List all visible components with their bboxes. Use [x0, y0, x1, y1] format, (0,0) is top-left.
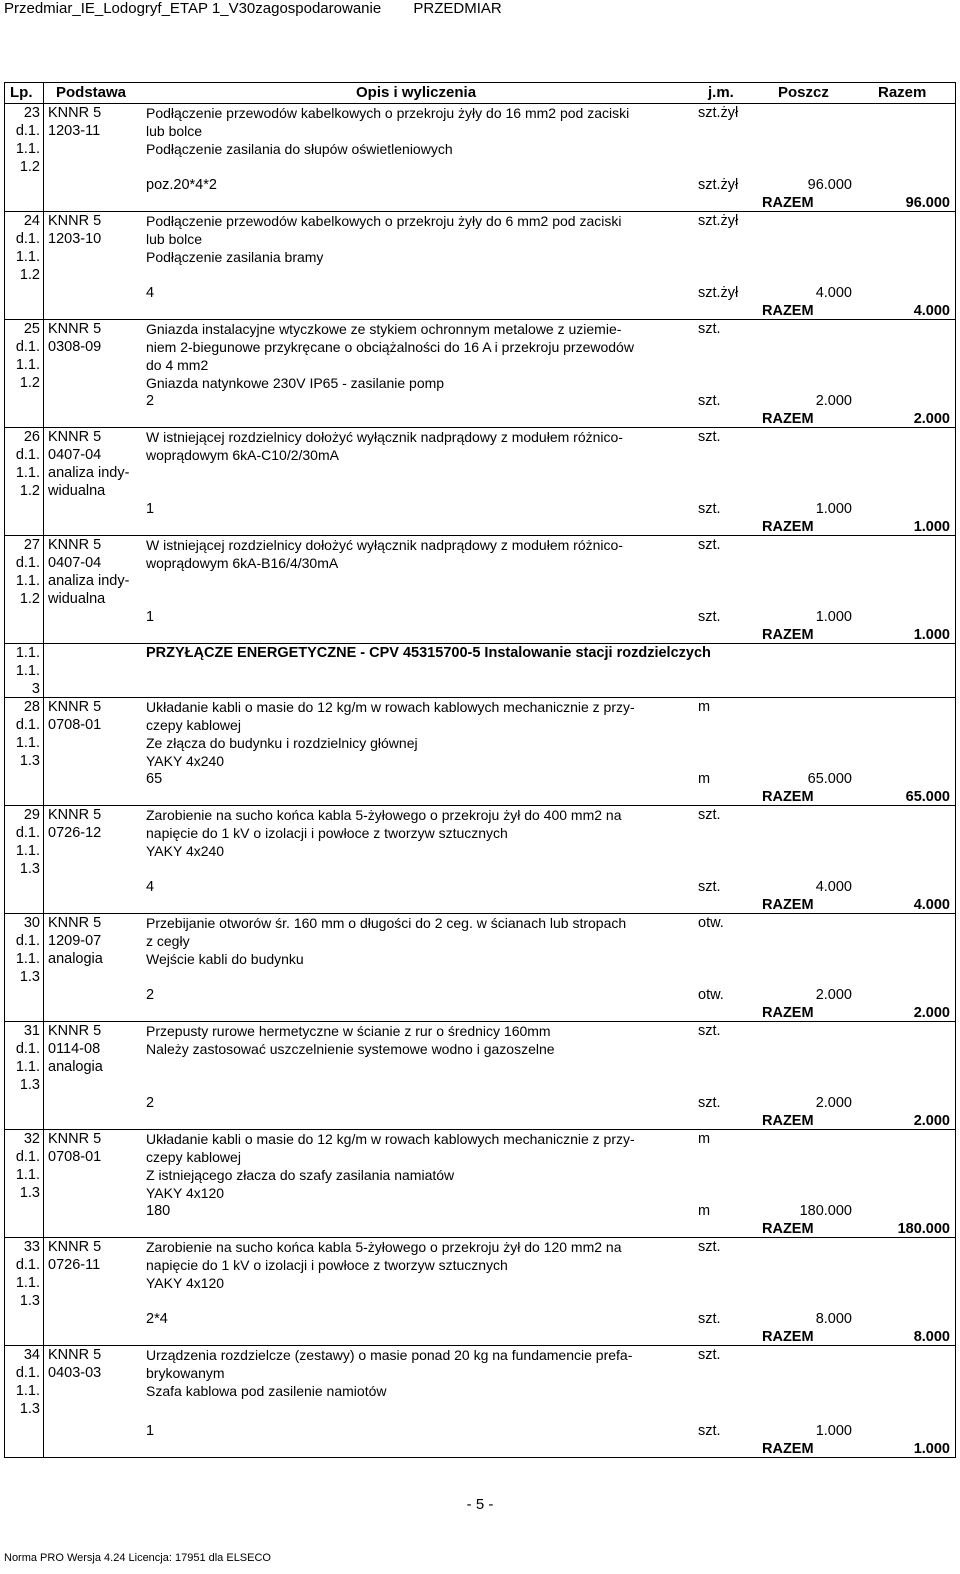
unit: szt. — [698, 1023, 721, 1039]
lp-line: 1.1. — [15, 465, 40, 481]
razem-value: 1.000 — [913, 1441, 950, 1457]
section-title: PRZYŁĄCZE ENERGETYCZNE - CPV 45315700-5 Instalowanie stacji rozdzielczych — [146, 645, 711, 661]
lp-line: 28 — [23, 699, 40, 715]
calculation: 2 — [146, 987, 155, 1003]
poszcz-value: 180.000 — [799, 1203, 852, 1219]
lp-line: 1.2 — [19, 159, 40, 175]
lp-line: 1.3 — [19, 1077, 40, 1093]
razem-label: RAZEM — [762, 519, 814, 535]
razem-value: 180.000 — [897, 1221, 950, 1237]
poszcz-value: 65.000 — [807, 771, 852, 787]
footer-license: Norma PRO Wersja 4.24 Licencja: 17951 dla ELSECO — [4, 1552, 271, 1564]
calc-unit: m — [698, 771, 711, 787]
col-header-opis: Opis i wyliczenia — [356, 84, 477, 101]
razem-label: RAZEM — [762, 195, 814, 211]
lp-line: 1.2 — [19, 483, 40, 499]
lp-line: 25 — [23, 321, 40, 337]
lp-line: 26 — [23, 429, 40, 445]
podstawa-line: KNNR 5 — [48, 213, 102, 229]
description-line: Układanie kabli o masie do 12 kg/m w rowach kablowych mechanicznie z przy- — [146, 699, 635, 715]
calc-unit: szt. — [698, 879, 721, 895]
description-line: Podłączenie przewodów kabelkowych o przekroju żyły do 6 mm2 pod zaciski — [146, 213, 622, 229]
unit: szt.żył — [698, 105, 739, 121]
lp-line: 32 — [23, 1131, 40, 1147]
description-line: napięcie do 1 kV o izolacji i powłoce z tworzyw sztucznych — [146, 1257, 508, 1273]
lp-line: 1.3 — [19, 753, 40, 769]
podstawa-line: KNNR 5 — [48, 1131, 102, 1147]
description-line: Zarobienie na sucho końca kabla 5-żyłowego o przekroju żył do 120 mm2 na — [146, 1239, 622, 1255]
lp-line: 24 — [23, 213, 40, 229]
lp-line: 1.1. — [15, 357, 40, 373]
calc-unit: szt. — [698, 1423, 721, 1439]
podstawa-line: KNNR 5 — [48, 915, 102, 931]
unit: szt. — [698, 1239, 721, 1255]
description-line: Podłączenie zasilania bramy — [146, 249, 324, 265]
calculation: poz.20*4*2 — [146, 177, 217, 193]
poszcz-value: 1.000 — [815, 501, 852, 517]
lp-line: 1.2 — [19, 375, 40, 391]
podstawa-line: analiza indy- — [48, 573, 130, 589]
lp-line: 1.1. — [15, 645, 40, 661]
lp-line: 1.1. — [15, 1383, 40, 1399]
lp-line: 1.1. — [15, 141, 40, 157]
description-line: z cegły — [146, 933, 190, 949]
podstawa-line: 0308-09 — [48, 339, 102, 355]
lp-line: d.1. — [15, 717, 40, 733]
row-divider — [4, 1457, 955, 1458]
description-line: YAKY 4x120 — [146, 1275, 225, 1291]
podstawa-line: 1203-10 — [48, 231, 102, 247]
description-line: Ze złącza do budynku i rozdzielnicy głównej — [146, 735, 418, 751]
unit: m — [698, 1131, 711, 1147]
razem-value: 1.000 — [913, 627, 950, 643]
description-line: Wejście kabli do budynku — [146, 951, 304, 967]
col-header-lp: Lp. — [10, 84, 33, 101]
razem-label: RAZEM — [762, 627, 814, 643]
razem-label: RAZEM — [762, 1221, 814, 1237]
unit: szt. — [698, 1347, 721, 1363]
calculation: 1 — [146, 1423, 155, 1439]
poszcz-value: 2.000 — [815, 1095, 852, 1111]
description-line: Z istniejącego złacza do szafy zasilania namiatów — [146, 1167, 455, 1183]
unit: szt.żył — [698, 213, 739, 229]
lp-line: d.1. — [15, 1257, 40, 1273]
lp-line: 1.3 — [19, 861, 40, 877]
description-line: czepy kablowej — [146, 1149, 241, 1165]
page-header — [4, 0, 530, 18]
calculation: 180 — [146, 1203, 171, 1219]
podstawa-line: 0708-01 — [48, 1149, 102, 1165]
calculation: 2 — [146, 393, 155, 409]
description-line: Podłączenie przewodów kabelkowych o przekroju żyły do 16 mm2 pod zaciski — [146, 105, 630, 121]
podstawa-line: 0403-03 — [48, 1365, 102, 1381]
col-header-poszcz: Poszcz — [778, 84, 829, 101]
podstawa-line: 0114-08 — [48, 1041, 101, 1057]
description-line: Podłączenie zasilania do słupów oświetleniowych — [146, 141, 453, 157]
unit: szt. — [698, 321, 721, 337]
calc-unit: szt. — [698, 609, 721, 625]
razem-value: 2.000 — [913, 1113, 950, 1129]
description-line: YAKY 4x240 — [146, 753, 225, 769]
poszcz-value: 4.000 — [815, 879, 852, 895]
calculation: 2 — [146, 1095, 155, 1111]
lp-line: 1.1. — [15, 1167, 40, 1183]
lp-line: 1.1. — [15, 1275, 40, 1291]
description-line: Urządzenia rozdzielcze (zestawy) o masie ponad 20 kg na fundamencie prefa- — [146, 1347, 633, 1363]
podstawa-line: KNNR 5 — [48, 429, 102, 445]
unit: otw. — [698, 915, 724, 931]
description-line: YAKY 4x240 — [146, 843, 225, 859]
calc-unit: szt. — [698, 1311, 721, 1327]
lp-line: d.1. — [15, 123, 40, 139]
calc-unit: szt.żył — [698, 177, 739, 193]
col-header-razem: Razem — [878, 84, 927, 101]
poszcz-value: 96.000 — [807, 177, 852, 193]
description-line: do 4 mm2 — [146, 357, 209, 373]
razem-value: 4.000 — [913, 897, 950, 913]
description-line: W istniejącej rozdzielnicy dołożyć wyłącznik nadprądowy z modułem różnico- — [146, 429, 623, 445]
calc-unit: otw. — [698, 987, 724, 1003]
razem-value: 2.000 — [913, 1005, 950, 1021]
lp-line: 1.1. — [15, 1059, 40, 1075]
calc-unit: szt. — [698, 393, 721, 409]
calc-unit: m — [698, 1203, 711, 1219]
description-line: YAKY 4x120 — [146, 1185, 225, 1201]
right-border — [955, 82, 956, 1458]
lp-line: 27 — [23, 537, 40, 553]
lp-line: d.1. — [15, 933, 40, 949]
description-line: Gniazda natynkowe 230V IP65 - zasilanie pomp — [146, 375, 445, 391]
lp-line: 1.2 — [19, 591, 40, 607]
unit: m — [698, 699, 711, 715]
razem-label: RAZEM — [762, 1113, 814, 1129]
poszcz-value: 1.000 — [815, 609, 852, 625]
lp-line: 31 — [23, 1023, 40, 1039]
podstawa-line: 0726-12 — [48, 825, 102, 841]
razem-value: 65.000 — [905, 789, 950, 805]
razem-label: RAZEM — [762, 789, 814, 805]
description-line: napięcie do 1 kV o izolacji i powłoce z tworzyw sztucznych — [146, 825, 508, 841]
razem-value: 8.000 — [913, 1329, 950, 1345]
razem-value: 2.000 — [913, 411, 950, 427]
lp-line: 1.2 — [19, 267, 40, 283]
description-line: woprądowym 6kA-B16/4/30mA — [146, 555, 339, 571]
razem-label: RAZEM — [762, 1005, 814, 1021]
description-line: Przebijanie otworów śr. 160 mm o długości do 2 ceg. w ścianach lub stropach — [146, 915, 627, 931]
lp-line: d.1. — [15, 1041, 40, 1057]
calc-unit: szt. — [698, 501, 721, 517]
lp-line: 3 — [31, 681, 40, 697]
unit: szt. — [698, 537, 721, 553]
unit: szt. — [698, 807, 721, 823]
lp-line: 1.1. — [15, 249, 40, 265]
podstawa-line: analogia — [48, 951, 103, 967]
lp-line: 1.3 — [19, 1293, 40, 1309]
razem-value: 1.000 — [913, 519, 950, 535]
podstawa-line: 0407-04 — [48, 447, 102, 463]
lp-line: d.1. — [15, 1365, 40, 1381]
razem-label: RAZEM — [762, 897, 814, 913]
poszcz-value: 8.000 — [815, 1311, 852, 1327]
col-header-podstawa: Podstawa — [56, 84, 127, 101]
calculation: 1 — [146, 501, 155, 517]
lp-line: 1.3 — [19, 1185, 40, 1201]
podstawa-line: widualna — [48, 483, 106, 499]
podstawa-line: KNNR 5 — [48, 699, 102, 715]
lp-line: 29 — [23, 807, 40, 823]
podstawa-line: KNNR 5 — [48, 1347, 102, 1363]
lp-line: d.1. — [15, 825, 40, 841]
razem-value: 4.000 — [913, 303, 950, 319]
description-line: czepy kablowej — [146, 717, 241, 733]
lp-line: 30 — [23, 915, 40, 931]
lp-line: 1.1. — [15, 843, 40, 859]
poszcz-value: 1.000 — [815, 1423, 852, 1439]
razem-label: RAZEM — [762, 1329, 814, 1345]
calculation: 1 — [146, 609, 155, 625]
description-line: brykowanym — [146, 1365, 225, 1381]
podstawa-line: analiza indy- — [48, 465, 130, 481]
description-line: lub bolce — [146, 123, 203, 139]
lp-line: 1.1. — [15, 573, 40, 589]
lp-line: 1.1. — [15, 735, 40, 751]
lp-line: d.1. — [15, 447, 40, 463]
calculation: 2*4 — [146, 1311, 168, 1327]
razem-label: RAZEM — [762, 303, 814, 319]
razem-label: RAZEM — [762, 1441, 814, 1457]
podstawa-line: KNNR 5 — [48, 1023, 102, 1039]
podstawa-line: analogia — [48, 1059, 103, 1075]
document-type: PRZEDMIAR — [413, 0, 502, 17]
podstawa-line: KNNR 5 — [48, 807, 102, 823]
podstawa-line: KNNR 5 — [48, 105, 102, 121]
podstawa-line: KNNR 5 — [48, 321, 102, 337]
lp-line: 1.3 — [19, 969, 40, 985]
description-line: Gniazda instalacyjne wtyczkowe ze stykiem ochronnym metalowe z uziemie- — [146, 321, 622, 337]
unit: szt. — [698, 429, 721, 445]
podstawa-line: 0708-01 — [48, 717, 102, 733]
description-line: woprądowym 6kA-C10/2/30mA — [146, 447, 339, 463]
description-line: Układanie kabli o masie do 12 kg/m w rowach kablowych mechanicznie z przy- — [146, 1131, 635, 1147]
podstawa-line: 1203-11 — [48, 123, 101, 139]
razem-value: 96.000 — [905, 195, 950, 211]
lp-line: d.1. — [15, 339, 40, 355]
razem-label: RAZEM — [762, 411, 814, 427]
lp-line: 1.3 — [19, 1401, 40, 1417]
calculation: 4 — [146, 285, 155, 301]
description-line: Szafa kablowa pod zasilenie namiotów — [146, 1383, 387, 1399]
table-top-border — [4, 82, 955, 83]
page-number: - 5 - — [466, 1496, 494, 1513]
poszcz-value: 2.000 — [815, 393, 852, 409]
lp-divider — [43, 82, 44, 1458]
description-line: Zarobienie na sucho końca kabla 5-żyłowego o przekroju żył do 400 mm2 na — [146, 807, 622, 823]
podstawa-line: KNNR 5 — [48, 537, 102, 553]
description-line: Należy zastosować uszczelnienie systemowe wodno i gazoszelne — [146, 1041, 555, 1057]
lp-line: 33 — [23, 1239, 40, 1255]
podstawa-line: widualna — [48, 591, 106, 607]
podstawa-line: KNNR 5 — [48, 1239, 102, 1255]
calculation: 65 — [146, 771, 163, 787]
description-line: W istniejącej rozdzielnicy dołożyć wyłącznik nadprądowy z modułem różnico- — [146, 537, 623, 553]
lp-line: 34 — [23, 1347, 40, 1363]
podstawa-line: 0407-04 — [48, 555, 102, 571]
file-name: Przedmiar_IE_Lodogryf_ETAP 1_V30zagospodarowanie — [4, 0, 382, 17]
col-header-jm: j.m. — [708, 84, 734, 101]
podstawa-line: 1209-07 — [48, 933, 102, 949]
left-border — [4, 82, 5, 1458]
podstawa-line: 0726-11 — [48, 1257, 101, 1273]
lp-line: 23 — [23, 105, 40, 121]
calc-unit: szt. — [698, 1095, 721, 1111]
description-line: Przepusty rurowe hermetyczne w ścianie z rur o średnicy 160mm — [146, 1023, 551, 1039]
calc-unit: szt.żył — [698, 285, 739, 301]
lp-line: d.1. — [15, 231, 40, 247]
lp-line: d.1. — [15, 1149, 40, 1165]
poszcz-value: 4.000 — [815, 285, 852, 301]
lp-line: 1.1. — [15, 663, 40, 679]
lp-line: 1.1. — [15, 951, 40, 967]
calculation: 4 — [146, 879, 155, 895]
description-line: lub bolce — [146, 231, 203, 247]
description-line: niem 2-biegunowe przykręcane o obciążalności do 16 A i przekroju przewodów — [146, 339, 634, 355]
poszcz-value: 2.000 — [815, 987, 852, 1003]
lp-line: d.1. — [15, 555, 40, 571]
